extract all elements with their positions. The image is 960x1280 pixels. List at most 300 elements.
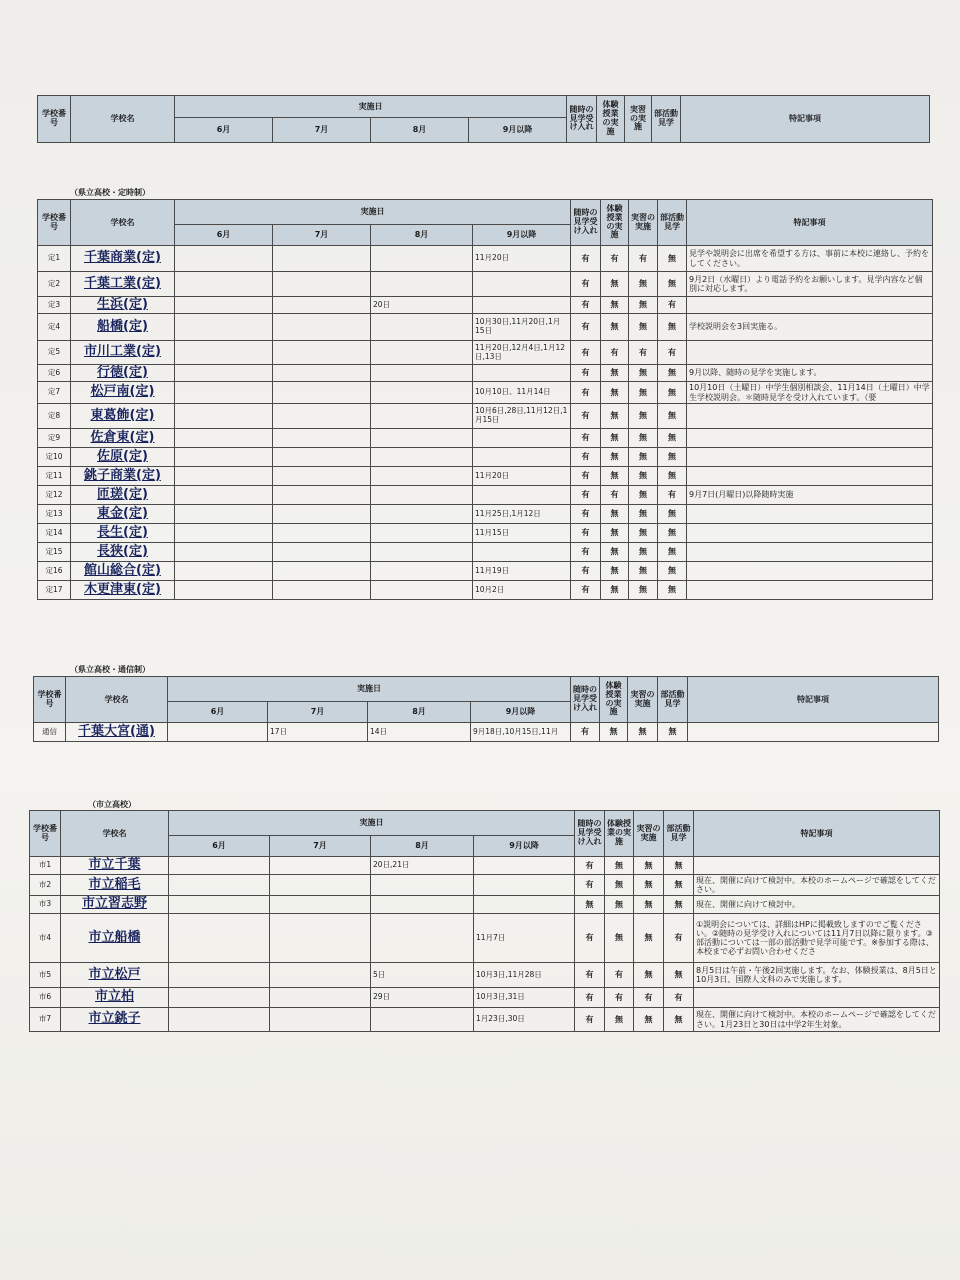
flag-header: 実習の実施 (629, 200, 658, 246)
school-name-link[interactable]: 木更津東(定) (84, 581, 161, 597)
flag-cell: 無 (600, 723, 628, 742)
date-july (270, 857, 371, 875)
date-june (175, 404, 273, 429)
flag-cell: 無 (658, 467, 687, 486)
notes-cell: 学校説明会を3回実施る。 (687, 314, 933, 341)
school-name-link[interactable]: 市立柏 (94, 989, 134, 1005)
table-shiritsu (29, 810, 940, 1032)
date-july (270, 914, 371, 963)
flag-cell: 有 (571, 524, 601, 543)
notes-header: 特記事項 (694, 811, 940, 857)
flag-cell: 有 (664, 988, 694, 1008)
month-header: 6月 (168, 702, 268, 723)
table-tsushin (33, 676, 939, 742)
flag-header: 実習の実施 (628, 677, 658, 723)
date-july (273, 429, 371, 448)
school-name-header: 学校名 (66, 677, 168, 723)
date-july (273, 382, 371, 404)
school-number: 定16 (38, 562, 71, 581)
school-number: 定12 (38, 486, 71, 505)
school-name-cell (61, 988, 169, 1008)
flag-cell: 無 (658, 448, 687, 467)
school-number-header: 学校番号 (30, 811, 61, 857)
school-name-link[interactable]: 館山総合(定) (84, 562, 161, 578)
date-august (371, 467, 473, 486)
school-name-link[interactable]: 行徳(定) (97, 364, 148, 380)
flag-cell: 有 (658, 341, 687, 365)
flag-cell: 無 (629, 467, 658, 486)
dates-header: 実施日 (169, 811, 575, 836)
flag-cell: 無 (658, 581, 687, 600)
date-june (175, 505, 273, 524)
date-august (371, 382, 473, 404)
flag-cell: 無 (664, 857, 694, 875)
flag-cell: 無 (658, 272, 687, 297)
notes-header: 特記事項 (681, 96, 930, 143)
notes-cell (687, 543, 933, 562)
date-august (371, 562, 473, 581)
school-name-link[interactable]: 匝瑳(定) (97, 486, 148, 502)
school-name-cell (71, 429, 175, 448)
flag-cell: 無 (629, 524, 658, 543)
flag-cell: 無 (601, 524, 629, 543)
flag-cell: 無 (605, 1008, 634, 1032)
school-number: 定5 (38, 341, 71, 365)
date-june (169, 914, 270, 963)
date-september-onward: 11月20日 (473, 467, 571, 486)
flag-cell: 有 (664, 914, 694, 963)
date-july (273, 581, 371, 600)
notes-cell (687, 467, 933, 486)
school-name-cell (71, 382, 175, 404)
section-label-shiritsu: （市立高校） (88, 800, 136, 809)
date-august: 29日 (371, 988, 474, 1008)
date-august (371, 486, 473, 505)
date-june (175, 524, 273, 543)
flag-header: 体験授業の実施 (597, 96, 625, 143)
school-name-cell (71, 524, 175, 543)
school-name-link[interactable]: 市立銚子 (88, 1011, 141, 1027)
date-august (371, 914, 474, 963)
flag-header: 体験授業の実施 (605, 811, 634, 857)
flag-cell: 無 (605, 896, 634, 914)
flag-cell: 有 (575, 914, 605, 963)
date-august (371, 341, 473, 365)
flag-cell: 無 (658, 404, 687, 429)
date-september-onward (473, 429, 571, 448)
flag-cell: 無 (605, 914, 634, 963)
flag-cell: 無 (629, 543, 658, 562)
flag-cell: 有 (571, 404, 601, 429)
date-july (270, 988, 371, 1008)
school-name-cell (71, 581, 175, 600)
flag-cell: 無 (601, 581, 629, 600)
date-july (273, 505, 371, 524)
month-header: 8月 (371, 118, 469, 143)
flag-cell: 無 (628, 723, 658, 742)
date-june (175, 297, 273, 314)
flag-cell: 無 (601, 429, 629, 448)
date-june (169, 963, 270, 988)
date-june (175, 486, 273, 505)
date-july (273, 365, 371, 382)
school-name-link[interactable]: 生浜(定) (97, 296, 148, 312)
flag-cell: 有 (571, 341, 601, 365)
flag-header: 体験授業の実施 (600, 677, 628, 723)
table-row (30, 914, 940, 963)
date-september-onward (473, 486, 571, 505)
table-row (38, 365, 933, 382)
date-august (371, 429, 473, 448)
month-header: 8月 (371, 836, 474, 857)
date-august: 5日 (371, 963, 474, 988)
school-number: 定14 (38, 524, 71, 543)
flag-cell: 無 (629, 486, 658, 505)
flag-header: 随時の見学受け入れ (575, 811, 605, 857)
date-august: 14日 (368, 723, 471, 742)
flag-cell: 有 (571, 581, 601, 600)
month-header: 9月以降 (469, 118, 567, 143)
flag-cell: 無 (575, 896, 605, 914)
school-number: 定10 (38, 448, 71, 467)
school-name-link[interactable]: 市立稲毛 (88, 876, 141, 892)
flag-cell: 無 (658, 543, 687, 562)
flag-cell: 無 (605, 857, 634, 875)
school-name-header: 学校名 (61, 811, 169, 857)
date-august (371, 875, 474, 896)
school-number: 定6 (38, 365, 71, 382)
school-name-link[interactable]: 市立習志野 (81, 896, 147, 912)
flag-cell: 無 (629, 314, 658, 341)
month-header: 7月 (273, 225, 371, 246)
school-name-cell (61, 963, 169, 988)
date-august (371, 246, 473, 272)
flag-cell: 有 (571, 543, 601, 562)
table-row (38, 581, 933, 600)
date-july (273, 341, 371, 365)
flag-cell: 有 (658, 297, 687, 314)
date-june (175, 562, 273, 581)
flag-cell: 無 (634, 1008, 664, 1032)
date-august (371, 404, 473, 429)
date-july (273, 543, 371, 562)
school-name-cell (61, 1008, 169, 1032)
flag-cell: 有 (571, 562, 601, 581)
date-june (169, 896, 270, 914)
flag-cell: 無 (629, 448, 658, 467)
notes-cell: 現在、開催に向けて検討中。 (694, 896, 940, 914)
flag-cell: 無 (601, 314, 629, 341)
date-july: 17日 (268, 723, 368, 742)
month-header: 6月 (175, 118, 273, 143)
notes-cell (688, 723, 939, 742)
school-name-link[interactable]: 千葉大宮(通) (78, 723, 155, 739)
table-row (38, 562, 933, 581)
school-name-link[interactable]: 銚子商業(定) (84, 467, 161, 483)
flag-cell: 有 (575, 857, 605, 875)
date-september-onward: 11月19日 (473, 562, 571, 581)
notes-cell (687, 505, 933, 524)
flag-cell: 有 (629, 246, 658, 272)
school-name-cell (71, 543, 175, 562)
school-name-link[interactable]: 松戸南(定) (90, 384, 155, 400)
flag-cell: 有 (571, 486, 601, 505)
school-name-link[interactable]: 市立松戸 (88, 966, 141, 982)
school-name-header: 学校名 (71, 96, 175, 143)
table-row (38, 382, 933, 404)
dates-header: 実施日 (175, 200, 571, 225)
date-september-onward (474, 857, 575, 875)
date-june (175, 246, 273, 272)
school-name-link[interactable]: 長生(定) (97, 524, 148, 540)
table-row (38, 505, 933, 524)
date-july (273, 562, 371, 581)
month-header: 7月 (268, 702, 368, 723)
date-june (175, 543, 273, 562)
flag-cell: 有 (575, 875, 605, 896)
school-number: 定9 (38, 429, 71, 448)
date-august (371, 272, 473, 297)
month-header: 9月以降 (474, 836, 575, 857)
date-august (371, 365, 473, 382)
flag-cell: 有 (601, 486, 629, 505)
flag-cell: 有 (601, 341, 629, 365)
school-number: 市2 (30, 875, 61, 896)
table-row (38, 524, 933, 543)
notes-cell: 9月7日(月曜日)以降随時実施 (687, 486, 933, 505)
flag-cell: 無 (601, 467, 629, 486)
flag-header: 随時の見学受け入れ (571, 677, 600, 723)
flag-cell: 無 (658, 723, 688, 742)
table-row (30, 896, 940, 914)
school-number: 市4 (30, 914, 61, 963)
date-september-onward (474, 875, 575, 896)
flag-cell: 有 (571, 297, 601, 314)
month-header: 6月 (169, 836, 270, 857)
school-name-cell (71, 448, 175, 467)
school-name-cell (71, 467, 175, 486)
flag-cell: 無 (601, 272, 629, 297)
flag-cell: 無 (629, 562, 658, 581)
date-june (175, 581, 273, 600)
date-june (169, 875, 270, 896)
flag-cell: 無 (634, 963, 664, 988)
school-number-header: 学校番号 (38, 200, 71, 246)
flag-cell: 無 (658, 524, 687, 543)
notes-cell: ①説明会については、詳細はHPに掲載致しますのでご覧ください。②随時の見学受け入れについては11月7日以降に限ります。③部活動については一部の部活動で見学可能です。※参加する際は、本校まで必ずお問い合わせくださ (694, 914, 940, 963)
date-july (273, 314, 371, 341)
date-september-onward: 11月7日 (474, 914, 575, 963)
school-number: 定7 (38, 382, 71, 404)
flag-cell: 有 (575, 1008, 605, 1032)
flag-cell: 有 (575, 963, 605, 988)
notes-cell (687, 341, 933, 365)
flag-cell: 無 (658, 382, 687, 404)
table-row (38, 297, 933, 314)
flag-cell: 有 (571, 314, 601, 341)
flag-cell: 有 (571, 365, 601, 382)
date-july (270, 875, 371, 896)
flag-cell: 有 (658, 486, 687, 505)
table-row (38, 448, 933, 467)
table-row (38, 246, 933, 272)
notes-cell (694, 988, 940, 1008)
table-row (38, 272, 933, 297)
section-label-teiji: （県立高校・定時制） (70, 188, 150, 197)
school-name-link[interactable]: 東葛飾(定) (90, 407, 155, 423)
table-row (38, 341, 933, 365)
flag-cell: 無 (601, 448, 629, 467)
flag-cell: 有 (601, 246, 629, 272)
date-july (273, 246, 371, 272)
flag-cell: 無 (601, 297, 629, 314)
flag-cell: 有 (571, 448, 601, 467)
flag-header: 部活動見学 (658, 677, 688, 723)
school-name-cell (71, 562, 175, 581)
table-row (30, 963, 940, 988)
school-name-link[interactable]: 市立千葉 (88, 857, 141, 873)
date-september-onward (473, 297, 571, 314)
table-row (38, 486, 933, 505)
date-june (175, 272, 273, 297)
date-june (169, 988, 270, 1008)
flag-cell: 無 (601, 382, 629, 404)
flag-header: 部活動見学 (658, 200, 687, 246)
flag-cell: 有 (571, 272, 601, 297)
school-name-cell (66, 723, 168, 742)
table-row (38, 429, 933, 448)
notes-cell: 現在、開催に向けて検討中。本校のホームページで確認をしてください。1月23日と30日は中学2年生対象。 (694, 1008, 940, 1032)
flag-cell: 無 (664, 875, 694, 896)
school-name-link[interactable]: 長狭(定) (97, 543, 148, 559)
notes-cell (687, 429, 933, 448)
dates-header: 実施日 (168, 677, 571, 702)
flag-cell: 有 (629, 341, 658, 365)
flag-cell: 有 (571, 246, 601, 272)
flag-cell: 無 (629, 382, 658, 404)
school-name-cell (71, 341, 175, 365)
school-number: 定15 (38, 543, 71, 562)
school-name-link[interactable]: 船橋(定) (97, 318, 148, 334)
school-name-link[interactable]: 千葉工業(定) (84, 275, 161, 291)
date-july (273, 467, 371, 486)
flag-cell: 有 (571, 723, 600, 742)
school-name-link[interactable]: 千葉商業(定) (84, 250, 161, 266)
date-june (175, 467, 273, 486)
flag-cell: 無 (629, 505, 658, 524)
date-september-onward: 10月3日,31日 (474, 988, 575, 1008)
flag-cell: 有 (575, 988, 605, 1008)
school-number: 通信 (34, 723, 66, 742)
date-july (273, 404, 371, 429)
table-row (30, 988, 940, 1008)
flag-cell: 無 (629, 272, 658, 297)
flag-cell: 無 (658, 365, 687, 382)
flag-cell: 有 (634, 988, 664, 1008)
school-number: 市3 (30, 896, 61, 914)
date-june (175, 429, 273, 448)
flag-cell: 有 (571, 467, 601, 486)
school-name-cell (71, 404, 175, 429)
school-name-link[interactable]: 市立船橋 (88, 929, 141, 945)
notes-cell: 9月以降、随時の見学を実施します。 (687, 365, 933, 382)
month-header: 9月以降 (473, 225, 571, 246)
flag-cell: 有 (571, 382, 601, 404)
school-name-link[interactable]: 東金(定) (97, 505, 148, 521)
notes-cell (687, 448, 933, 467)
flag-cell: 有 (571, 505, 601, 524)
table-row (30, 1008, 940, 1032)
month-header: 6月 (175, 225, 273, 246)
school-name-link[interactable]: 佐倉東(定) (90, 429, 155, 445)
flag-cell: 無 (634, 857, 664, 875)
date-july (273, 297, 371, 314)
school-name-cell (71, 272, 175, 297)
section-label-tsushin: （県立高校・通信制） (70, 665, 150, 674)
school-name-link[interactable]: 市川工業(定) (84, 344, 161, 360)
school-name-cell (71, 505, 175, 524)
school-number-header: 学校番号 (34, 677, 66, 723)
date-july (273, 272, 371, 297)
flag-cell: 無 (658, 429, 687, 448)
table-teiji (37, 199, 933, 600)
header-only-table (37, 95, 930, 143)
date-july (273, 486, 371, 505)
flag-cell: 無 (601, 562, 629, 581)
date-september-onward: 10月3日,11月28日 (474, 963, 575, 988)
flag-cell: 無 (658, 562, 687, 581)
date-august (371, 896, 474, 914)
notes-header: 特記事項 (688, 677, 939, 723)
notes-header: 特記事項 (687, 200, 933, 246)
school-number: 市1 (30, 857, 61, 875)
date-june (175, 365, 273, 382)
notes-cell: 8月5日は午前・午後2回実施します。なお、体験授業は、8月5日と10月3日、国際人文科のみで実施します。 (694, 963, 940, 988)
flag-header: 体験授業の実施 (601, 200, 629, 246)
date-august (371, 581, 473, 600)
table-row (38, 404, 933, 429)
school-number: 定3 (38, 297, 71, 314)
notes-cell: 見学や説明会に出席を希望する方は、事前に本校に連絡し、予約をしてください。 (687, 246, 933, 272)
flag-cell: 無 (629, 429, 658, 448)
flag-header: 部活動見学 (664, 811, 694, 857)
date-september-onward: 11月20日,12月4日,1月12日,13日 (473, 341, 571, 365)
notes-cell (687, 562, 933, 581)
date-june (169, 857, 270, 875)
flag-cell: 無 (634, 914, 664, 963)
flag-header: 実習の実施 (625, 96, 652, 143)
flag-header: 実習の実施 (634, 811, 664, 857)
month-header: 7月 (270, 836, 371, 857)
school-name-link[interactable]: 佐原(定) (97, 448, 148, 464)
date-june (168, 723, 268, 742)
flag-cell: 無 (634, 896, 664, 914)
date-september-onward (473, 272, 571, 297)
school-name-cell (71, 486, 175, 505)
school-number: 市6 (30, 988, 61, 1008)
flag-cell: 無 (629, 581, 658, 600)
date-june (175, 314, 273, 341)
date-september-onward (473, 543, 571, 562)
school-name-header: 学校名 (71, 200, 175, 246)
school-name-cell (61, 857, 169, 875)
school-number: 定2 (38, 272, 71, 297)
date-june (175, 448, 273, 467)
flag-cell: 有 (605, 988, 634, 1008)
date-august: 20日 (371, 297, 473, 314)
date-june (175, 382, 273, 404)
flag-cell: 無 (629, 365, 658, 382)
